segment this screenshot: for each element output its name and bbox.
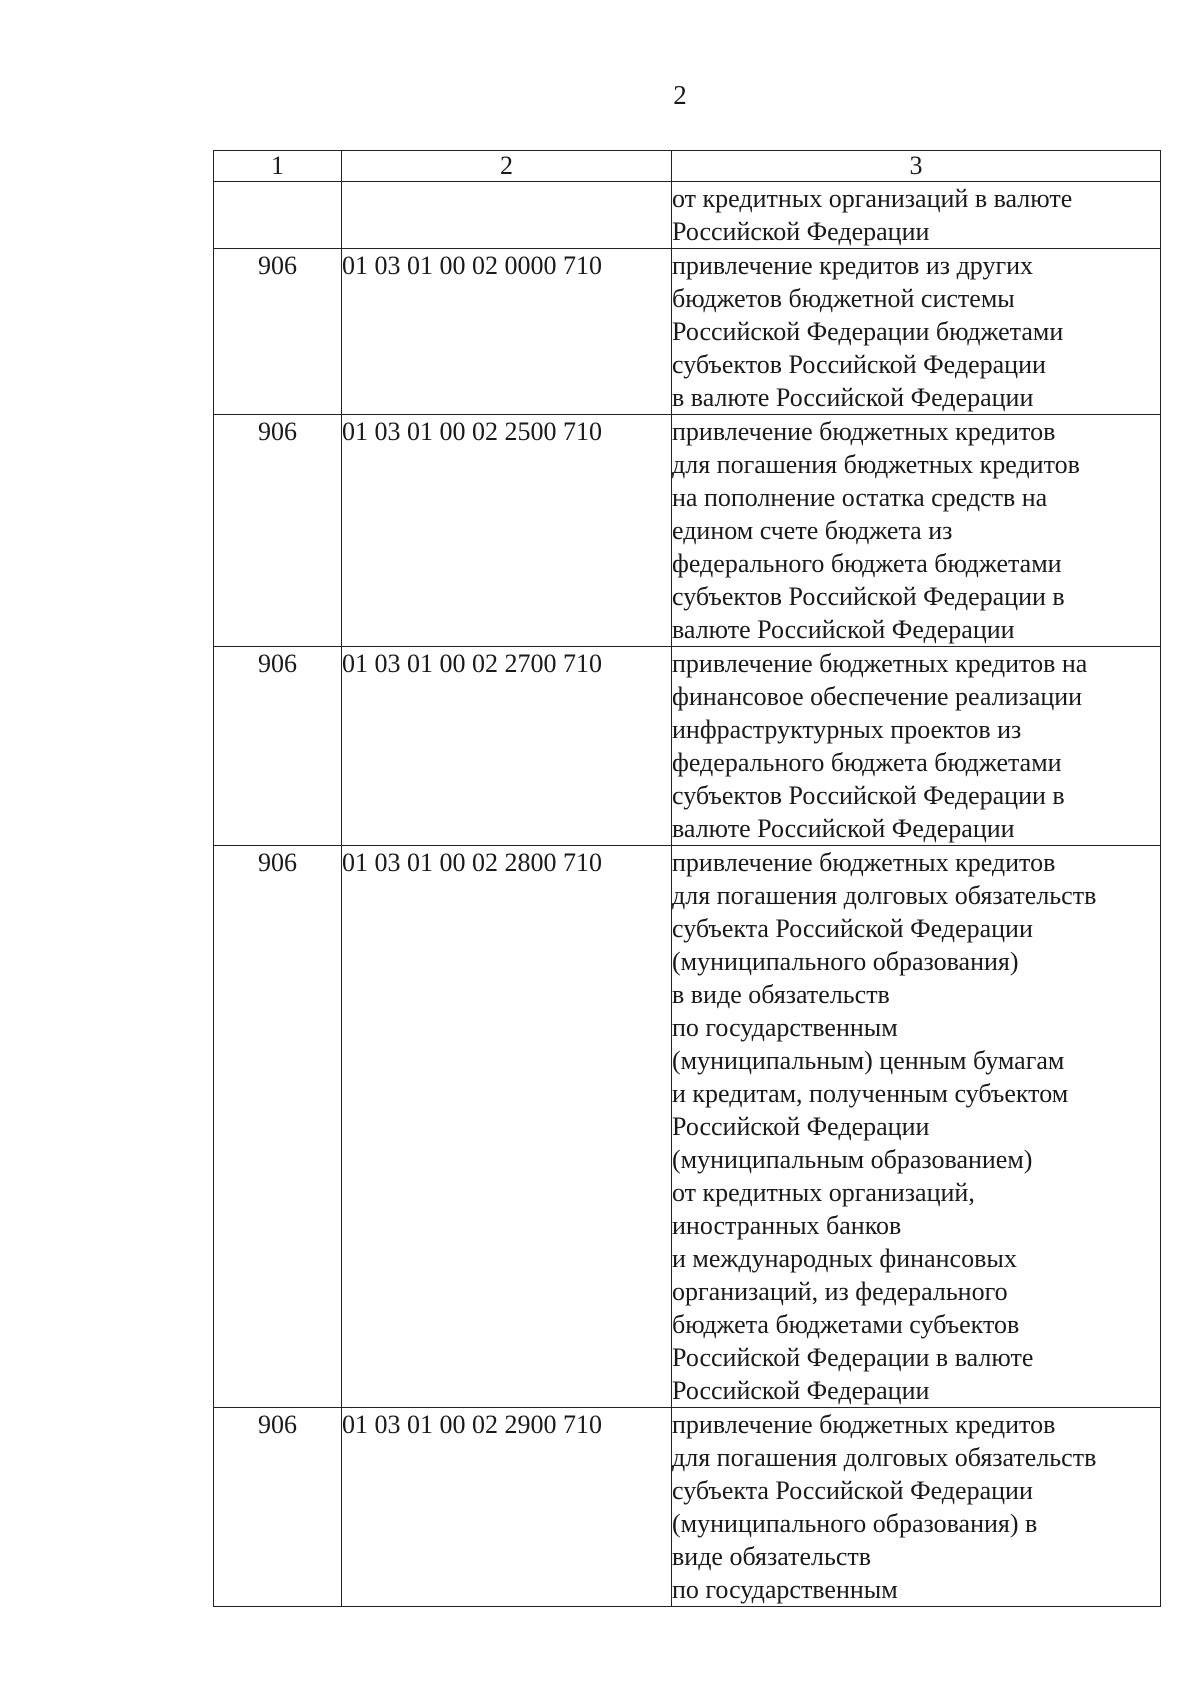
admin-code-cell: 906 (214, 846, 342, 1408)
table-row (214, 249, 1161, 415)
budget-code-cell (342, 182, 672, 249)
table-header-row (214, 151, 1161, 182)
source-name-cell: привлечение кредитов из других бюджетов бюджетной системы Российской Федерации бюджетами субъектов Российской Федерации в валюте Российской Федерации (672, 249, 1161, 415)
admin-code-cell (214, 182, 342, 249)
table-row (214, 647, 1161, 846)
admin-code-cell: 906 (214, 415, 342, 647)
table-row (214, 1408, 1161, 1607)
budget-code-cell: 01 03 01 00 02 0000 710 (342, 249, 672, 415)
table-row (214, 182, 1161, 249)
header-col-3: 3 (672, 151, 1161, 182)
source-name-cell: привлечение бюджетных кредитов на финансовое обеспечение реализации инфраструктурных проектов из федерального бюджета бюджетами субъектов Российской Федерации в валюте Российской Федерации (672, 647, 1161, 846)
admin-code-cell: 906 (214, 1408, 342, 1607)
budget-classification-table (213, 150, 1161, 1607)
budget-code-cell: 01 03 01 00 02 2500 710 (342, 415, 672, 647)
header-col-2: 2 (342, 151, 672, 182)
page-number: 2 (673, 80, 687, 110)
budget-code-cell: 01 03 01 00 02 2800 710 (342, 846, 672, 1408)
budget-code-cell: 01 03 01 00 02 2700 710 (342, 647, 672, 846)
source-name-cell: привлечение бюджетных кредитов для погашения долговых обязательств субъекта Российской Федерации (муниципального образования) в виде обязательств по государственным (муниципальным) ценным бумагам и кредитам, полученным субъектом Российской Федерации (муниципальным образованием) от кредитных организаций, иностранных банков и международных финансовых организаций, из федерального бюджета бюджетами субъектов Российской Федерации в валюте Российской Федерации (672, 846, 1161, 1408)
source-name-cell: привлечение бюджетных кредитов для погашения бюджетных кредитов на пополнение остатка средств на едином счете бюджета из федерального бюджета бюджетами субъектов Российской Федерации в валюте Российской Федерации (672, 415, 1161, 647)
table-row (214, 415, 1161, 647)
budget-code-cell: 01 03 01 00 02 2900 710 (342, 1408, 672, 1607)
source-name-cell: привлечение бюджетных кредитов для погашения долговых обязательств субъекта Российской Федерации (муниципального образования) в виде обязательств по государственным (672, 1408, 1161, 1607)
source-name-cell: от кредитных организаций в валюте Российской Федерации (672, 182, 1161, 249)
header-col-1: 1 (214, 151, 342, 182)
admin-code-cell: 906 (214, 647, 342, 846)
admin-code-cell: 906 (214, 249, 342, 415)
table-row (214, 846, 1161, 1408)
